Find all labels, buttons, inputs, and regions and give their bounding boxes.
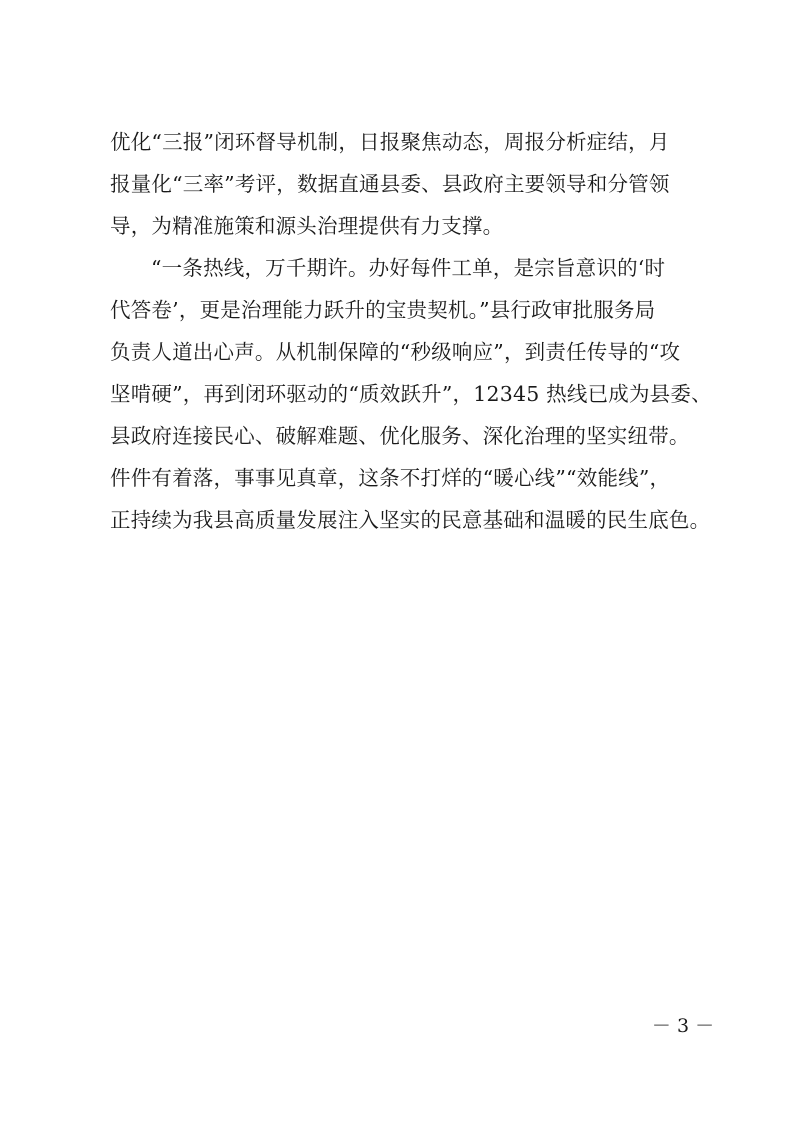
text-line: 导，为精准施策和源头治理提供有力支撑。	[110, 214, 504, 238]
page-number: － 3 －	[651, 1015, 715, 1037]
text-line: 优化“三报”闭环督导机制，日报聚焦动态，周报分析症结，月	[110, 130, 670, 154]
text-line: 件件有着落，事事见真章，这条不打烊的“暖心线”“效能线”，	[110, 466, 671, 490]
paragraph	[110, 247, 720, 541]
body-text	[110, 121, 720, 541]
text-line: 负责人道出心声。从机制保障的“秒级响应”，到责任传导的“攻	[110, 340, 681, 364]
text-line: 坚啃硬”，再到闭环驱动的“质效跃升”，12345 热线已成为县委、	[110, 382, 712, 406]
text-line: “一条热线，万千期许。办好每件工单，是宗旨意识的‘时	[151, 256, 666, 280]
text-line: 县政府连接民心、破解难题、优化服务、深化治理的坚实纽带。	[110, 424, 690, 448]
text-line: 报量化“三率”考评，数据直通县委、县政府主要领导和分管领	[110, 172, 670, 196]
text-line: 正持续为我县高质量发展注入坚实的民意基础和温暖的民生底色。	[110, 508, 711, 532]
text-line: 代答卷’，更是治理能力跃升的宝贵契机。”县行政审批服务局	[110, 298, 656, 322]
paragraph	[110, 121, 720, 247]
